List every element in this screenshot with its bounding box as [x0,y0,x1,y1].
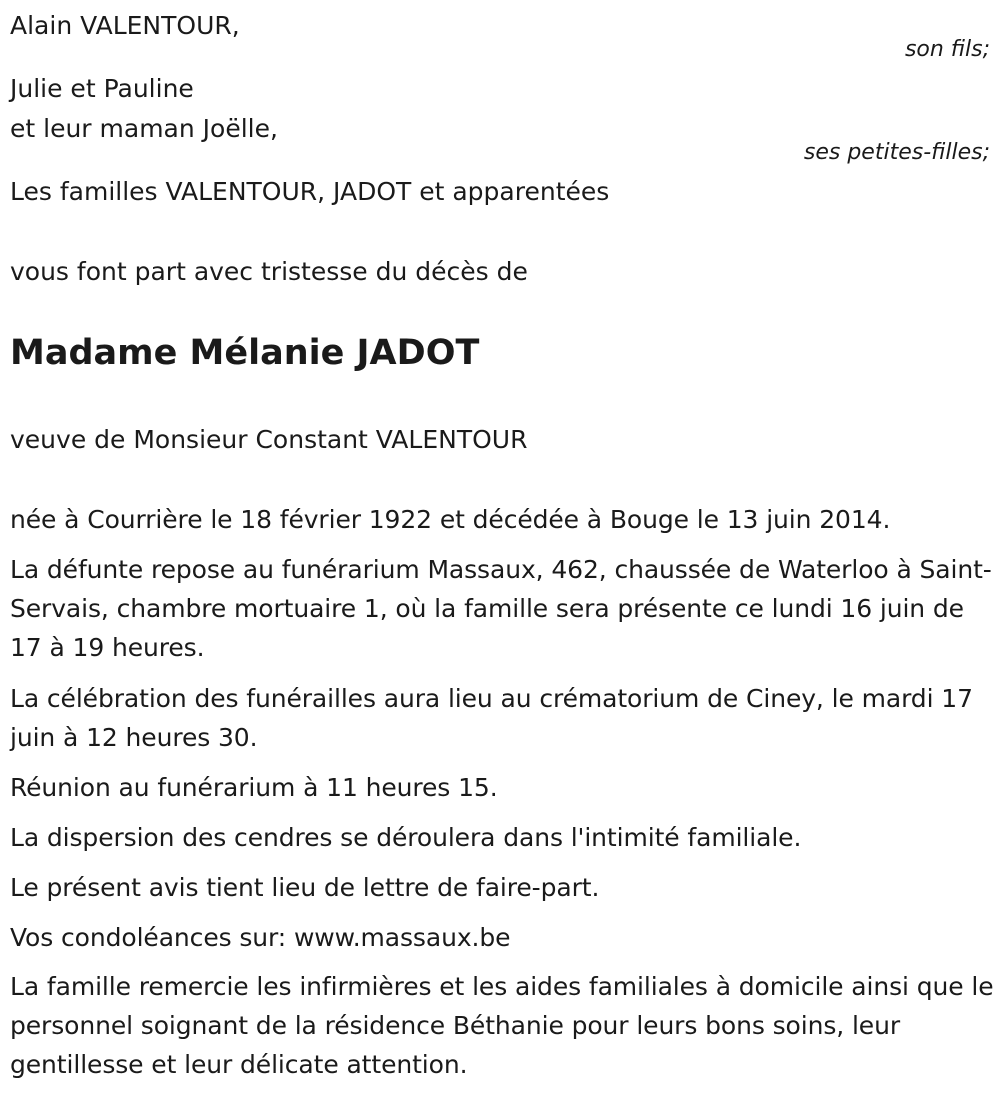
condolences-info: Vos condoléances sur: www.massaux.be [10,923,511,952]
thanks-message: La famille remercie les infirmières et les aides familiales à domicile ainsi que le personnel soignant de la résidence Béthanie pour leurs bons soins, leur gentillesse et leur délicate attention. [10,972,994,1079]
son-name: Alain VALENTOUR, [10,11,240,40]
granddaughters-names: Julie et Pauline [10,74,194,103]
widow-of: veuve de Monsieur Constant VALENTOUR [10,425,528,454]
announcement-intro: vous font part avec tristesse du décès de [10,257,528,286]
ashes-info: La dispersion des cendres se déroulera dans l'intimité familiale. [10,823,802,852]
son-role: son fils; [904,37,990,62]
notice-info: Le présent avis tient lieu de lettre de faire-part. [10,873,600,902]
ceremony-info: La célébration des funérailles aura lieu au crématorium de Ciney, le mardi 17 juin à 12 heures 30. [10,684,973,752]
meeting-info: Réunion au funérarium à 11 heures 15. [10,773,498,802]
repose-info: La défunte repose au funérarium Massaux, 462, chaussée de Waterloo à Saint-Servais, chambre mortuaire 1, où la famille sera présente ce lundi 16 juin de 17 à 19 heures. [10,555,992,662]
deceased-name: Madame Mélanie JADOT [10,333,480,373]
extended-families: Les familles VALENTOUR, JADOT et apparentées [10,177,610,206]
granddaughters-mother: et leur maman Joëlle, [10,114,278,143]
granddaughters-role: ses petites-filles; [803,140,990,165]
birth-death-dates: née à Courrière le 18 février 1922 et décédée à Bouge le 13 juin 2014. [10,505,891,534]
